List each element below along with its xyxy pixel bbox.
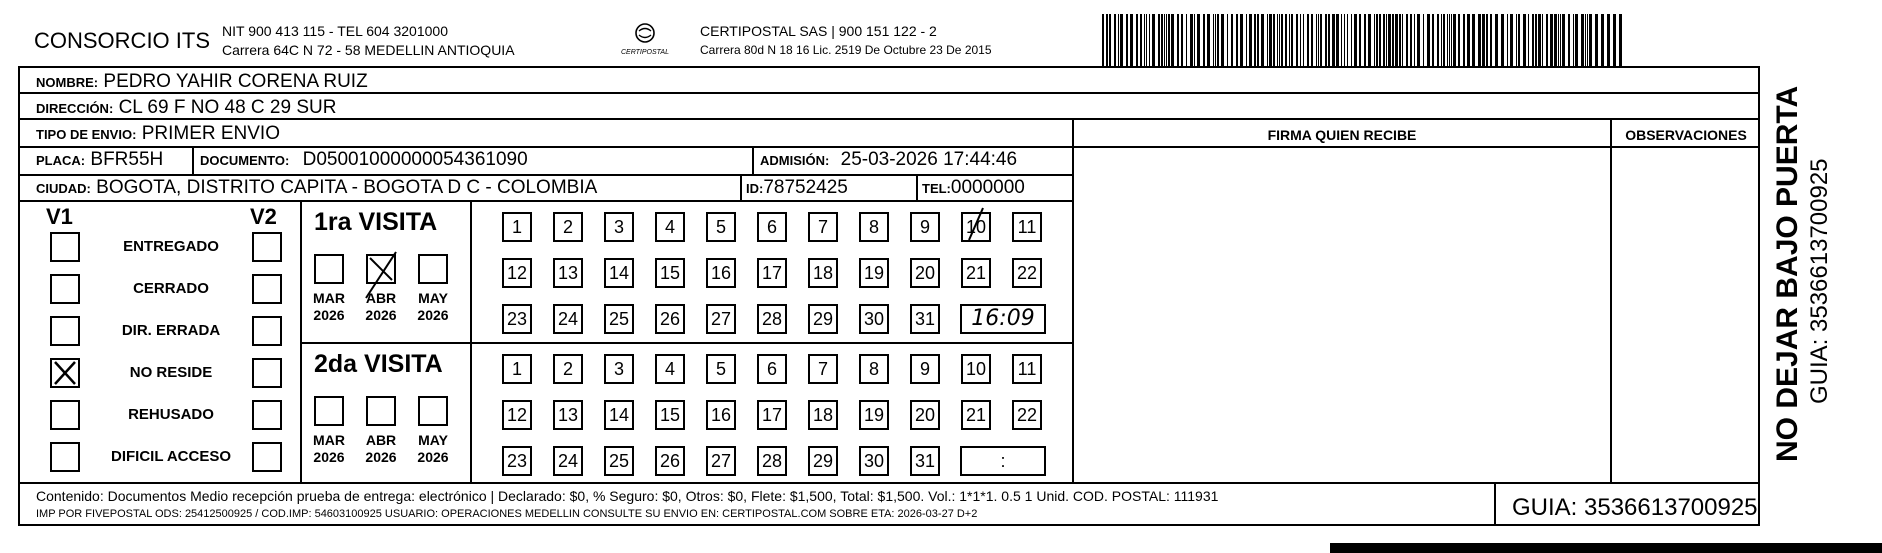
barcode-bar	[1261, 14, 1264, 66]
barcode-bar	[1535, 14, 1537, 66]
id-field	[746, 177, 848, 199]
barcode-bar	[1347, 14, 1348, 66]
barcode-bar	[1495, 14, 1498, 66]
day-box[interactable]: 26	[655, 304, 685, 334]
barcode-bar	[1619, 14, 1622, 66]
barcode-bar	[1432, 14, 1434, 66]
day-box[interactable]: 26	[655, 446, 685, 476]
firma-label: FIRMA QUIEN RECIBE	[1267, 127, 1417, 143]
barcode-bar	[1486, 14, 1488, 66]
barcode-bar	[1388, 14, 1391, 66]
barcode-bar	[1607, 14, 1610, 66]
day-box[interactable]: 6	[757, 212, 787, 242]
day-box[interactable]: 18	[808, 400, 838, 430]
barcode-bar	[1427, 14, 1430, 66]
barcode-bar	[1177, 14, 1179, 66]
barcode-bar	[1386, 14, 1387, 66]
month-label	[304, 432, 354, 466]
id-value: 78752425	[763, 177, 848, 198]
visit-title: 1ra VISITA	[314, 208, 438, 236]
day-box[interactable]: 2	[553, 354, 583, 384]
placa-value: BFR55H	[90, 149, 164, 170]
day-box[interactable]: 23	[502, 304, 532, 334]
barcode-bar	[1558, 14, 1559, 66]
barcode-bar	[1109, 14, 1111, 66]
barcode-bar	[1273, 14, 1275, 66]
cert-address: Carrera 80d N 18 16 Lic. 2519 De Octubre 23 De 2015	[700, 43, 992, 57]
documento-label: DOCUMENTO:	[200, 153, 290, 168]
barcode-bar	[1207, 14, 1210, 66]
barcode-bar	[1575, 14, 1578, 66]
month-year: 2026	[313, 307, 345, 323]
barcode-bar	[1194, 14, 1195, 66]
barcode-bar	[1463, 14, 1465, 66]
barcode-bar	[1423, 14, 1424, 66]
guia-number: GUIA: 3536613700925	[1512, 494, 1758, 521]
barcode-bar	[1613, 14, 1616, 66]
month-checkbox[interactable]	[314, 254, 344, 284]
day-box[interactable]: 29	[808, 446, 838, 476]
side-guia: GUIA: 3536613700925	[1806, 158, 1833, 404]
admision	[760, 149, 1017, 171]
barcode-bar	[1437, 14, 1439, 66]
month-year: 2026	[313, 449, 345, 465]
day-box[interactable]: 10	[961, 354, 991, 384]
barcode-bar	[1328, 14, 1330, 66]
barcode-bar	[1523, 14, 1526, 66]
barcode-bar	[1364, 14, 1366, 66]
v1-label: V1	[46, 204, 73, 229]
month-label	[356, 290, 406, 324]
v1-checkbox[interactable]	[50, 232, 80, 262]
barcode-bar	[1518, 14, 1520, 66]
day-box[interactable]: 21	[961, 258, 991, 288]
barcode-bar	[1120, 14, 1123, 66]
v1-checkbox[interactable]	[50, 274, 80, 304]
v2-checkbox[interactable]	[252, 442, 282, 472]
barcode-bar	[1166, 14, 1167, 66]
barcode-bar	[1447, 14, 1448, 66]
day-box[interactable]: 6	[757, 354, 787, 384]
day-box[interactable]: 2	[553, 212, 583, 242]
company-address: Carrera 64C N 72 - 58 MEDELLIN ANTIOQUIA	[222, 42, 515, 58]
barcode-bar	[1507, 14, 1508, 66]
month-checkbox[interactable]	[418, 254, 448, 284]
barcode-bar	[1472, 14, 1475, 66]
id-label: ID:	[746, 181, 764, 196]
status-label: NO RESIDE	[129, 364, 213, 381]
day-box[interactable]: 21	[961, 400, 991, 430]
barcode-bar	[1516, 14, 1517, 66]
month-label	[408, 290, 458, 324]
month-label	[304, 290, 354, 324]
barcode-bar	[1410, 14, 1412, 66]
barcode-bar	[1546, 14, 1548, 66]
month-year: 2026	[417, 307, 449, 323]
barcode-bar	[1587, 14, 1588, 66]
ciudad	[36, 177, 597, 199]
day-box[interactable]: 14	[604, 258, 634, 288]
barcode-bar	[1190, 14, 1193, 66]
barcode-bar	[1152, 14, 1155, 66]
barcode-bar	[1453, 14, 1456, 66]
barcode-bar	[1118, 14, 1119, 66]
barcode-bar	[1311, 14, 1313, 66]
visit-title: 2da VISITA	[314, 350, 443, 378]
day-box[interactable]: 15	[655, 258, 685, 288]
day-box[interactable]: 28	[757, 446, 787, 476]
barcode-bar	[1130, 14, 1133, 66]
barcode-bar	[1106, 14, 1108, 66]
month-checkbox[interactable]	[366, 254, 396, 284]
v1-checkbox[interactable]	[50, 400, 80, 430]
v2-checkbox[interactable]	[252, 400, 282, 430]
day-box[interactable]: 16	[706, 400, 736, 430]
admision-value: 25-03-2026 17:44:46	[840, 149, 1018, 170]
barcode-bar	[1102, 14, 1104, 66]
barcode-bar	[1501, 14, 1504, 66]
barcode-bar	[1281, 14, 1283, 66]
day-box[interactable]: 7	[808, 354, 838, 384]
barcode-bar	[1240, 14, 1243, 66]
barcode-bar	[1595, 14, 1598, 66]
barcode-bar	[1478, 14, 1481, 66]
month-name: ABR	[365, 290, 397, 306]
status-label: CERRADO	[133, 280, 209, 297]
barcode-bar	[1221, 14, 1224, 66]
nombre-value: PEDRO YAHIR CORENA RUIZ	[103, 71, 368, 92]
status-label: DIR. ERRADA	[121, 322, 221, 339]
direccion-row	[20, 94, 1760, 120]
v2-checkbox[interactable]	[252, 358, 282, 388]
barcode-bar	[1376, 14, 1378, 66]
day-box[interactable]: 1	[502, 354, 532, 384]
barcode-bar	[1538, 14, 1541, 66]
v2-checkbox[interactable]	[252, 316, 282, 346]
barcode-bar	[1451, 14, 1452, 66]
barcode-bar	[1560, 14, 1561, 66]
barcode-bar	[1285, 14, 1287, 66]
day-box[interactable]: 20	[910, 258, 940, 288]
barcode-bar	[1585, 14, 1586, 66]
day-box[interactable]: 3	[604, 354, 634, 384]
barcode-bar	[1528, 14, 1529, 66]
barcode-bar	[1359, 14, 1361, 66]
barcode-bar	[1332, 14, 1335, 66]
barcode-bar	[1490, 14, 1492, 66]
barcode-bar	[1158, 14, 1160, 66]
day-box[interactable]: 17	[757, 258, 787, 288]
day-box[interactable]: 8	[859, 212, 889, 242]
barcode-bar	[1341, 14, 1342, 66]
barcode-bar	[1542, 14, 1543, 66]
status-label: REHUSADO	[128, 406, 214, 423]
documento	[200, 149, 528, 171]
day-box[interactable]: 4	[655, 212, 685, 242]
barcode-bar	[1458, 14, 1460, 66]
nombre-row	[20, 68, 1760, 94]
barcode-bar	[1351, 14, 1352, 66]
placa-label: PLACA:	[36, 153, 86, 168]
barcode-bar	[1318, 14, 1319, 66]
tel-field	[922, 177, 1025, 199]
barcode-bar	[1379, 14, 1381, 66]
barcode-bar	[1303, 14, 1304, 66]
day-box[interactable]: 12	[502, 400, 532, 430]
month-label	[356, 432, 406, 466]
day-box[interactable]: 23	[502, 446, 532, 476]
tipo-label: TIPO DE ENVIO:	[36, 127, 137, 142]
month-checkbox[interactable]	[314, 396, 344, 426]
day-box[interactable]: 1	[502, 212, 532, 242]
barcode-bar	[1414, 14, 1415, 66]
day-box[interactable]: 9	[910, 354, 940, 384]
barcode-bar	[1449, 14, 1450, 66]
no-dejar-text: NO DEJAR BAJO PUERTA	[1771, 85, 1804, 462]
imp-line: IMP POR FIVEPOSTAL ODS: 25412500925 / COD.IMP: 54603100925 USUARIO: OPERACIONES MEDELLIN CONSULTE SU ENVIO EN: CERTIPOSTAL.COM SOBRE ETA: 2026-03-27 D+2	[36, 508, 978, 520]
direccion-value: CL 69 F NO 48 C 29 SUR	[118, 97, 337, 118]
barcode-bar	[1443, 14, 1445, 66]
barcode-bar	[1215, 14, 1216, 66]
month-checkbox[interactable]	[418, 396, 448, 426]
barcode-bar	[1164, 14, 1165, 66]
barcode-bar	[1417, 14, 1420, 66]
certipostal-info	[700, 22, 992, 60]
day-box[interactable]: 12	[502, 258, 532, 288]
barcode-bar	[1136, 14, 1138, 66]
barcode-bar	[1289, 14, 1290, 66]
barcode-bar	[1279, 14, 1280, 66]
day-box[interactable]: 18	[808, 258, 838, 288]
month-name: MAR	[313, 432, 345, 448]
day-box[interactable]: 22	[1012, 258, 1042, 288]
day-box[interactable]: 30	[859, 446, 889, 476]
tel-label: TEL:	[922, 181, 951, 196]
barcode-bar	[1406, 14, 1408, 66]
barcode-bar	[1254, 14, 1256, 66]
time-field[interactable]: :	[960, 446, 1046, 476]
tipo-envio	[36, 123, 280, 145]
day-box[interactable]: 17	[757, 400, 787, 430]
barcode-bar	[1562, 14, 1565, 66]
barcode-bar	[1291, 14, 1293, 66]
documento-value: D05001000000054361090	[302, 149, 528, 170]
barcode-bar	[1267, 14, 1268, 66]
nombre-label: NOMBRE:	[36, 75, 99, 90]
day-box[interactable]: 3	[604, 212, 634, 242]
barcode-bar	[1399, 14, 1401, 66]
admision-label: ADMISIÓN:	[760, 153, 830, 168]
day-box[interactable]: 30	[859, 304, 889, 334]
day-box[interactable]: 29	[808, 304, 838, 334]
day-box[interactable]: 25	[604, 304, 634, 334]
month-name: MAY	[418, 290, 448, 306]
day-box[interactable]: 10	[961, 212, 991, 242]
barcode-bar	[1277, 14, 1278, 66]
day-box[interactable]: 15	[655, 400, 685, 430]
barcode-bar	[1296, 14, 1298, 66]
day-box[interactable]: 8	[859, 354, 889, 384]
barcode-bar	[1149, 14, 1150, 66]
v1-checkbox[interactable]	[50, 316, 80, 346]
month-name: ABR	[365, 432, 397, 448]
barcode	[1098, 14, 1628, 66]
company-info	[222, 22, 515, 60]
barcode-bar	[1395, 14, 1398, 66]
day-box[interactable]: 31	[910, 304, 940, 334]
barcode-bar	[1246, 14, 1247, 66]
day-check-mark	[961, 206, 995, 251]
barcode-bar	[1171, 14, 1174, 66]
barcode-bar	[1581, 14, 1584, 66]
day-box[interactable]: 22	[1012, 400, 1042, 430]
barcode-bar	[1589, 14, 1592, 66]
barcode-bar	[1307, 14, 1309, 66]
month-name: MAY	[418, 432, 448, 448]
direccion-label: DIRECCIÓN:	[36, 101, 114, 116]
barcode-bar	[1320, 14, 1322, 66]
barcode-bar	[1325, 14, 1327, 66]
barcode-bar	[1568, 14, 1570, 66]
barcode-bar	[1368, 14, 1371, 66]
month-year: 2026	[417, 449, 449, 465]
barcode-bar	[1550, 14, 1553, 66]
svg-text:CERTIPOSTAL: CERTIPOSTAL	[621, 49, 669, 56]
barcode-bar	[1354, 14, 1357, 66]
day-box[interactable]: 9	[910, 212, 940, 242]
barcode-bar	[1316, 14, 1317, 66]
contenido-line: Contenido: Documentos Medio recepción prueba de entrega: electrónico | Declarado: $0, % Seguro: $0, Otros: $0, Flete: $1,500, Total: $1,500. Vol.: 1*1*1. 0.5 1 Unid. COD. POSTAL: 111931	[36, 488, 1219, 504]
barcode-bar	[1336, 14, 1339, 66]
barcode-bar	[1344, 14, 1345, 66]
barcode-bar	[1231, 14, 1233, 66]
day-box[interactable]: 13	[553, 400, 583, 430]
day-box[interactable]: 19	[859, 400, 889, 430]
barcode-bar	[1532, 14, 1534, 66]
v1-checkbox[interactable]	[50, 358, 80, 388]
barcode-bar	[1203, 14, 1205, 66]
barcode-bar	[1114, 14, 1116, 66]
day-box[interactable]: 4	[655, 354, 685, 384]
day-box[interactable]: 5	[706, 354, 736, 384]
barcode-bar	[1144, 14, 1145, 66]
nit-line: NIT 900 413 115 - TEL 604 3201000	[222, 23, 448, 39]
barcode-bar	[1482, 14, 1485, 66]
month-name: MAR	[313, 290, 345, 306]
signature-field[interactable]	[1074, 148, 1610, 482]
day-box[interactable]: 24	[553, 446, 583, 476]
barcode-bar	[1554, 14, 1557, 66]
day-box[interactable]: 7	[808, 212, 838, 242]
barcode-bar	[1249, 14, 1252, 66]
barcode-bar	[1467, 14, 1470, 66]
ciudad-value: BOGOTA, DISTRITO CAPITA - BOGOTA D C - COLOMBIA	[96, 177, 598, 198]
day-box[interactable]: 27	[706, 446, 736, 476]
v2-label: V2	[250, 204, 277, 229]
barcode-bar	[1186, 14, 1187, 66]
month-label	[408, 432, 458, 466]
day-box[interactable]: 16	[706, 258, 736, 288]
barcode-bar	[1392, 14, 1394, 66]
status-label: ENTREGADO	[123, 238, 219, 255]
barcode-bar	[1168, 14, 1170, 66]
barcode-bar	[1573, 14, 1574, 66]
day-box[interactable]: 25	[604, 446, 634, 476]
barcode-bar	[1374, 14, 1375, 66]
day-box[interactable]: 20	[910, 400, 940, 430]
barcode-bar	[1181, 14, 1183, 66]
barcode-bar	[1217, 14, 1219, 66]
placa	[36, 149, 163, 171]
month-checkbox[interactable]	[366, 396, 396, 426]
tipo-value: PRIMER ENVIO	[141, 123, 280, 144]
day-box[interactable]: 5	[706, 212, 736, 242]
observations-field[interactable]	[1612, 148, 1758, 482]
day-box[interactable]: 14	[604, 400, 634, 430]
observaciones-label: OBSERVACIONES	[1625, 127, 1747, 143]
day-box[interactable]: 24	[553, 304, 583, 334]
month-year: 2026	[365, 449, 397, 465]
barcode-bar	[1601, 14, 1604, 66]
v1-checkbox[interactable]	[50, 442, 80, 472]
month-year: 2026	[365, 307, 397, 323]
barcode-bar	[1402, 14, 1403, 66]
barcode-bar	[1227, 14, 1228, 66]
day-box[interactable]: 19	[859, 258, 889, 288]
barcode-bar	[1197, 14, 1200, 66]
day-box[interactable]: 27	[706, 304, 736, 334]
brand-name: CONSORCIO ITS	[34, 28, 211, 53]
certipostal-logo	[612, 22, 678, 62]
barcode-bar	[1161, 14, 1163, 66]
cert-line: CERTIPOSTAL SAS | 900 151 122 - 2	[700, 23, 937, 39]
day-box[interactable]: 28	[757, 304, 787, 334]
barcode-bar	[1140, 14, 1142, 66]
barcode-bar	[1146, 14, 1147, 66]
barcode-bar	[1269, 14, 1272, 66]
barcode-bar	[1383, 14, 1385, 66]
day-box[interactable]: 11	[1012, 354, 1042, 384]
day-box[interactable]: 13	[553, 258, 583, 288]
time-field[interactable]: 16:09	[960, 304, 1046, 334]
status-label: DIFICIL ACCESO	[110, 448, 231, 465]
barcode-bar	[1213, 14, 1214, 66]
barcode-bar	[1300, 14, 1301, 66]
ciudad-label: CIUDAD:	[36, 181, 91, 196]
bottom-strip	[1330, 543, 1882, 553]
barcode-bar	[1236, 14, 1238, 66]
barcode-bar	[1257, 14, 1259, 66]
v2-checkbox[interactable]	[252, 232, 282, 262]
tel-value: 0000000	[950, 177, 1025, 198]
day-box[interactable]: 31	[910, 446, 940, 476]
barcode-bar	[1510, 14, 1513, 66]
v2-checkbox[interactable]	[252, 274, 282, 304]
day-box[interactable]: 11	[1012, 212, 1042, 242]
barcode-bar	[1126, 14, 1128, 66]
barcode-bar	[1441, 14, 1442, 66]
